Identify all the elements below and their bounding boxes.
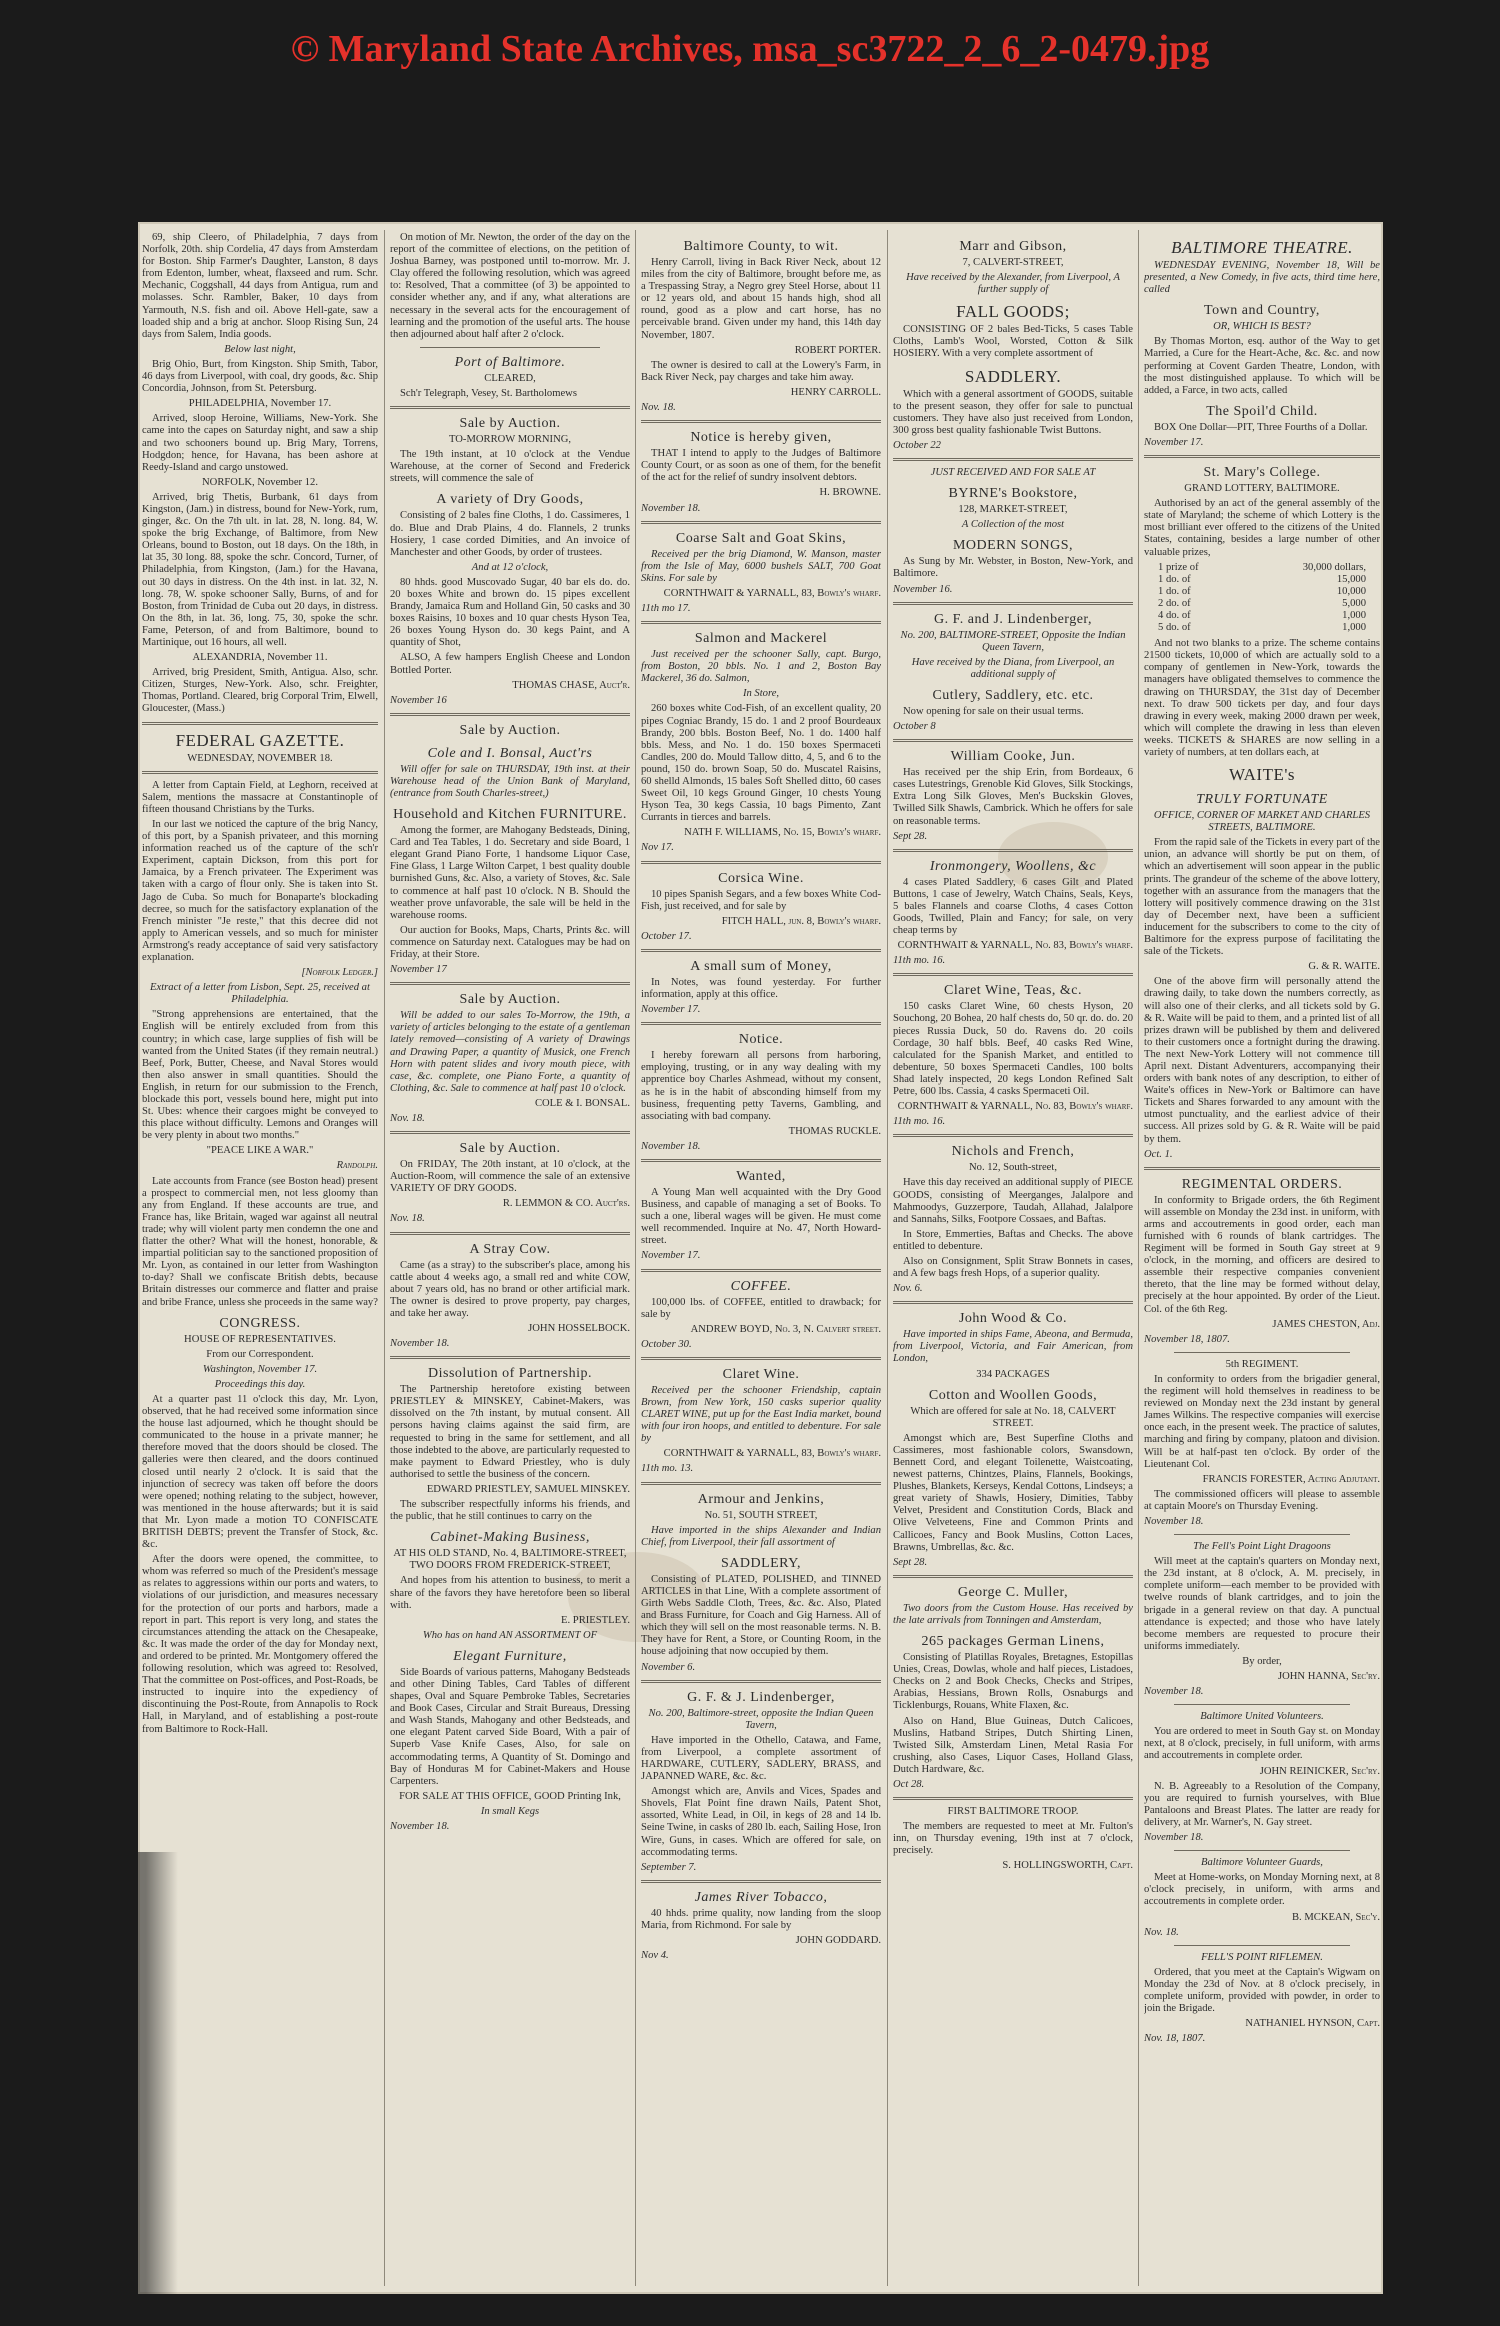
lindenberger-heading: G. F. & J. Lindenberger, [687, 1689, 835, 1705]
sale3-date: Nov. 18. [390, 1112, 425, 1124]
sale1-also: ALSO, A few hampers English Cheese and London Bottled Porter. [390, 652, 630, 676]
prize-label: 1 do. of [1158, 573, 1191, 585]
extract-heading: Extract of a letter from Lisbon, Sept. 25, received at Philadelphia. [150, 982, 370, 1006]
letter-text: A letter from Captain Field, at Leghorn, received at Salem, mentions the massacre at Constantinople of fifteen thousand Christians by the Turks. [142, 779, 378, 815]
sale1-text: The 19th instant, at 10 o'clock at the Vendue Warehouse, at the corner of Second and Frederick streets, will commence the sale of [390, 449, 630, 485]
guards-text: Meet at Home-works, on Monday Morning next, at 8 o'clock precisely, in uniform, with arms and accoutrements in complete order. [1144, 1872, 1380, 1908]
divider [893, 1575, 1133, 1578]
marr-text: Have received by the Alexander, from Liverpool, A further supply of [906, 272, 1120, 296]
town-text: By Thomas Morton, esq. author of the Way to get Married, a Cure for the Heart-Ache, &c. &c. and now performing at Covent Garden Theatre, London, with the most distinguished applause. To which will be added, a Farce, in two acts, called [1144, 336, 1380, 396]
divider [420, 347, 600, 348]
divider [1144, 1167, 1380, 1170]
sale4-text: On FRIDAY, The 20th instant, at 10 o'clock, at the Auction-Room, will commence the sale of an extensive VARIETY OF DRY GOODS. [390, 1159, 630, 1195]
riflemen-text: Ordered, that you meet at the Captain's Wigwam on Monday the 23d of Nov. at 8 o'clock precisely, in complete uniform, provided with powder, in order to join the Brigade. [1144, 1966, 1380, 2015]
stray-text: Came (as a stray) to the subscriber's place, among his cattle about 4 weeks ago, a small red and white COW, about 7 years old, has no brand or other artificial mark. The owner is desired to prove property, pay charges, and take her away. [390, 1259, 630, 1319]
claret-text: Received per the schooner Friendship, captain Brown, from New York, 150 casks superior quality CLARET WINE, put up for the East India market, bound with four iron hoops, and entitled to debenture. For sale by [641, 1384, 881, 1445]
sale1-list2: 80 hhds. good Muscovado Sugar, 40 bar els do. do. 20 boxes White and brown do. 15 pipes excellent Brandy, Jamaica Rum and Holland Gin, 50 casks and 30 boxes Raisins, 10 boxes and 10 quar chests Hyson Tea, 26 boxes Young Hyson do. 30 kegs Paint, and A quantity of Shot, [390, 576, 630, 649]
extract-text: "Strong apprehensions are entertained, that the English will be entirely excluded from from this country; in which case, large supplies of fish will be wanted from the United States (if they remain neutral.) Beef, Pork, Butter, Cheese, and Naval Stores would then also answer in small quantities. Should the English, in return for our submission to the French, blockade this port, vessels bound here, might put into St. Ubes: whence their cargoes might be conveyed to this place without difficulty. Lemons and Oranges will be very plenty in about two months." [142, 1009, 378, 1142]
claret2-date: 11th mo. 16. [893, 1116, 946, 1128]
divider [893, 1797, 1133, 1800]
fifth-text: In conformity to orders from the brigadier general, the regiment will hold themselves in readiness to be reviewed on Monday next the 23d instant by general James Wilkins. The respective companies will exercise once each, in the present week. The practice of salutes, marching and firing by company, platoon and division. Will be at half-past ten o'clock. By order of the Lieutenant Col. [1144, 1373, 1380, 1470]
prize-table [1158, 562, 1366, 635]
prize-row [1158, 562, 1366, 574]
furniture-list: Side Boards of various patterns, Mahogany Bedsteads and other Dining Tables, Card Tables of different shapes, Oval and Square Pembroke Tables, Secretaries and Book Cases, Circular and Strait Bureaus, Dressing and Wash Stands, Mahogany and other Bedsteads, and one elegant Patent carved Side Board, With a pair of Superb Vase Knife Cases, Also, for sale on accommodating terms, A Quantity of St. Domingo and Bay of Honduras M for Cabinet-Makers and House Carpenters. [390, 1666, 630, 1787]
ironmongery-date: 11th mo. 16. [893, 955, 946, 967]
wood-goods: Cotton and Woollen Goods, [928, 1387, 1098, 1403]
gazette-title: FEDERAL GAZETTE. [175, 730, 345, 750]
cabinet-signature: E. PRIESTLEY. [561, 1614, 630, 1626]
norfolk-text: Arrived, brig Thetis, Burbank, 61 days from Kingston, (Jam.) in distress, bound for New-York, rum, ginger, &c. On the 7th ult. in lat. 28, N. long. 84, W. spoke the brig Exchange, of Baltimore, from New Orleans, bound to Boston, out 18 days. On the 18th, in lat 35, 30 long. 88, spoke the schr. Concord, Turner, of Philadelphia, from Kingston, (Jam.) for the Havana, out 30 days in distress. On the 4th inst. in lat. 32, N. long. 78, W. spoke schooner Sally, Burns, of and for Boston, from Trinidad de Cuba out 20 days, in distress. On the 8th, in lat. 36, long. 75, 30, spoke the schr. Fame, Peterson, of and from Baltimore, bound to Martinique, out 16 hours, all well. [142, 491, 378, 648]
below-text: Brig Ohio, Burt, from Kingston. Ship Smith, Tabor, 46 days from Liverpool, with coal, dry goods, &c. Ship Concordia, Johnson, from St. Petersburg. [142, 358, 378, 395]
lindenberger2-heading: G. F. and J. Lindenberger, [933, 611, 1093, 627]
divider [641, 1357, 881, 1360]
prize-label: 4 do. of [1158, 609, 1191, 621]
lindenberger2-address: No. 200, BALTIMORE-STREET, Opposite the Indian Queen Tavern, [900, 629, 1126, 653]
corsica-text: 10 pipes Spanish Segars, and a few boxes White Cod-Fish, just received, and for sale by [641, 888, 881, 912]
claret-date: 11th mo. 13. [641, 1463, 694, 1475]
byrne-text: A Collection of the most [961, 519, 1065, 531]
salmon-store: In Store, [742, 688, 780, 700]
sale4-heading: Sale by Auction. [459, 1141, 561, 1157]
waites-signature: G. & R. WAITE. [1308, 961, 1380, 973]
town-subtitle: OR, WHICH IS BEST? [1213, 321, 1311, 333]
theatre-text: WEDNESDAY EVENING, November 18, Will be presented, a New Comedy, in five acts, third time here, called [1144, 260, 1380, 296]
norfolk-heading: NORFOLK, November 12. [202, 476, 318, 488]
tobacco-heading: James River Tobacco, [694, 1889, 828, 1905]
peace-attribution: Randolph. [336, 1160, 378, 1172]
prize-label: 5 do. of [1158, 622, 1191, 634]
nichols-address: No. 12, South-street, [969, 1162, 1057, 1174]
box-date: November 17. [1144, 436, 1204, 448]
column-5 [1144, 232, 1380, 2284]
fifth-text-2: The commissioned officers will please to assemble at captain Moore's on Thursday Evening. [1144, 1488, 1380, 1512]
divider [142, 722, 378, 725]
volunteers-signature: JOHN REINICKER, Sec'ry. [1259, 1765, 1380, 1777]
coffee-heading: COFFEE. [730, 1278, 792, 1294]
divider [893, 739, 1133, 742]
fall-goods-list: CONSISTING OF 2 bales Bed-Ticks, 5 cases Table Cloths, Lamb's Wool, Worsted, Cotton & Silk HOSIERY. With a very complete assortment of [893, 324, 1133, 360]
dragoons-signature: JOHN HANNA, Sec'ry. [1277, 1671, 1380, 1682]
waites-heading: WAITE's [1228, 765, 1296, 785]
riflemen-heading: FELL'S POINT RIFLEMEN. [1201, 1951, 1323, 1963]
peace-text: Late accounts from France (see Boston head) present a prospect to commercial men, not less gloomy than any from England. If these accounts are true, and France has, like Britain, waged war against all neutral trade; why will violent party men condemn the one and flatter the other? What will the honest, honorable, & impartial politician say to the sanctioned proposition of Mr. Lyon, as contained in our letter from Washington to-day? Shall we confiscate British debts, because Britain distresses our commerce and flatter and praise and bribe France, unless she proceeds in the same way? [142, 1175, 378, 1308]
divider [641, 621, 881, 624]
prize-value: 1,000 [1342, 609, 1366, 621]
cabinet-address: AT HIS OLD STAND, No. 4, BALTIMORE-STREET, TWO DOORS FROM FREDERICK-STREET, [393, 1548, 627, 1572]
county-signature: ROBERT PORTER. [794, 344, 881, 356]
sale1-date: November 16 [390, 694, 447, 706]
divider [1174, 1534, 1350, 1535]
ironmongery-list: 4 cases Plated Saddlery, 6 cases Gilt and Plated Buttons, 1 case of Jewelry, Watch Chains, Seals, Keys, 5 bales Flannels and coarse Cloths, 4 cases Cotton Goods, Twilled, Plain and Fancy; for sale, on very cheap terms by [893, 876, 1133, 937]
lindenberger-address: No. 200, Baltimore-street, opposite the Indian Queen Tavern, [648, 1707, 874, 1731]
cutlery-date: October 8 [893, 721, 936, 733]
column-rule [887, 230, 888, 2286]
county-text: Henry Carroll, living in Back River Neck, about 12 miles from the city of Baltimore, brought before me, as a Trespassing Stray, a Negro grey Steel Horse, about 11 or 12 years old, and about 15 hands high, shod all round, good as a plow and cart horse, has no perceivable brand. Given under my hand, this 14th day November, 1807. [641, 257, 881, 341]
sale1-list: Consisting of 2 bales fine Cloths, 1 do. Cassimeres, 1 do. Blue and Drab Plains, 4 do. Flannels, 2 trunks Hosiery, 1 case corded Dimities, and An invoice of Manchester and other Goods, by order of trustees. [390, 510, 630, 558]
sale1-goods: A variety of Dry Goods, [436, 492, 584, 508]
notice-signature: H. BROWNE. [819, 487, 881, 499]
sale4-signature: R. LEMMON & CO. Auct'rs. [502, 1198, 630, 1210]
sale3-text: Will be added to our sales To-Morrow, the 19th, a variety of articles belonging to the estate of a gentleman lately removed—consisting of A variety of Drawings and Drawing Paper, a quantity of Musick, one French Horn with patent slides and ivory mouth piece, with case, &c. complete, one Piano Forte, a quantity of Clothing, &c. Sale to commence at half past 10 o'clock. [390, 1010, 630, 1094]
county-heading: Baltimore County, to wit. [683, 239, 839, 254]
armour-text: Have imported in the ships Alexander and Indian Chief, from Liverpool, their fall assortment of [641, 1524, 881, 1548]
cooke-heading: William Cooke, Jun. [950, 749, 1076, 765]
office-notice: FOR SALE AT THIS OFFICE, GOOD Printing Ink, [399, 1790, 621, 1802]
waites-text-2: One of the above firm will personally attend the drawing daily, to take down the numbers correctly, as will also one of their clerks, and all tickets sold by G. & R. Waite will be paid to them, and a printed list of all prizes drawn will be published by them and delivered to their customers once a fortnight during the drawing. The next New-York Lottery will not commence till April next. Distant Adventurers, accompanying their orders with bank notes of any description, to either of Waite's offices in New-York or Baltimore can have Tickets and Shares forwarded to any amount with the utmost punctuality, and the earliest advice of their success. All prizes sold by G. & R. Waite will be paid by them. [1144, 976, 1380, 1145]
dragoons-heading: The Fell's Point Light Dragoons [1193, 1541, 1331, 1553]
wanted-date: November 17. [641, 1250, 701, 1262]
divider [390, 1131, 630, 1134]
prize-value: 5,000 [1342, 597, 1366, 609]
fifth-heading: 5th REGIMENT. [1225, 1358, 1299, 1370]
house-heading: HOUSE OF REPRESENTATIVES. [184, 1333, 336, 1345]
divider [641, 1680, 881, 1683]
saddlery-heading: SADDLERY. [964, 366, 1062, 386]
lindenberger-text: Have imported in the Othello, Catawa, and Fame, from Liverpool, a complete assortment of HARDWARE, CUTLERY, SADLERY, BRASS, and JAPANNED WARE, &c. &c. [641, 1734, 881, 1783]
office-address: OFFICE, CORNER OF MARKET AND CHARLES STREETS, BALTIMORE. [1153, 810, 1371, 834]
fifth-signature: FRANCIS FORESTER, Acting Adjutant. [1202, 1473, 1380, 1485]
muller-heading: George C. Muller, [957, 1584, 1069, 1600]
notice-text: THAT I intend to apply to the Judges of Baltimore County Court, or as soon as one of them, for the benefit of the act for the relief of sundry insolvent debtors. [641, 448, 881, 484]
prize-row [1158, 586, 1366, 598]
muller-packages: 265 packages German Linens, [921, 1634, 1105, 1650]
divider [893, 1301, 1133, 1304]
column-rule [1138, 230, 1139, 2286]
notice-heading: Notice is hereby given, [690, 430, 832, 446]
armour-heading: Armour and Jenkins, [697, 1491, 825, 1507]
divider [641, 1159, 881, 1162]
theatre-heading: BALTIMORE THEATRE. [1171, 238, 1353, 257]
lindenberger2-text: Have received by the Diana, from Liverpool, an additional supply of [911, 656, 1115, 680]
philadelphia-heading: PHILADELPHIA, November 17. [188, 398, 332, 410]
sale4-date: Nov. 18. [390, 1213, 425, 1225]
ironmongery-heading: Ironmongery, Woollens, &c [929, 858, 1097, 874]
wanted-heading: Wanted, [736, 1168, 786, 1184]
saddlery-date: November 6. [641, 1661, 696, 1673]
divider [641, 861, 881, 864]
divider [142, 771, 378, 774]
newspaper-page [138, 222, 1383, 2294]
column-3 [641, 232, 881, 2284]
nichols-consignment: Also on Consignment, Split Straw Bonnets in cases, and A few bags fresh Hops, of a superior quality. [893, 1255, 1133, 1280]
dissolution-heading: Dissolution of Partnership. [428, 1366, 592, 1382]
marr-heading: Marr and Gibson, [959, 239, 1067, 254]
county-date: Nov. 18. [641, 402, 676, 414]
prize-label: 1 do. of [1158, 585, 1191, 597]
salmon-heading: Salmon and Mackerel [694, 631, 828, 647]
notice2-heading: Notice. [738, 1032, 784, 1048]
claret2-list: 150 casks Claret Wine, 60 chests Hyson, 20 Souchong, 20 Bohea, 20 half chests do, 50 qr. do. do. 20 pieces Russia Duck, 50 do. Ravens do. 20 coils Cordage, 30 half bbls. Beef, 40 casks Red Wine, calculated for the Spanish Market, and entitled to debenture, 50 boxes Spermaceti Candles, 100 bolts Shad lately inspected, 20 kegs London Refined Salt Petre, 600 lbs. Cassia, 4 casks Spermaceti Oil. [893, 1001, 1133, 1098]
divider [1174, 1850, 1350, 1851]
prize-row [1158, 598, 1366, 610]
fall-goods-heading: FALL GOODS; [956, 302, 1070, 322]
corsica-heading: Corsica Wine. [718, 870, 804, 886]
prize-label: 1 prize of [1158, 561, 1199, 573]
prize-value: 15,000 [1336, 573, 1366, 585]
sale2-heading: Sale by Auction. [459, 722, 561, 738]
column-2 [390, 232, 630, 2284]
below-heading: Below last night, [224, 343, 296, 355]
column-1 [142, 232, 378, 2284]
cleared-ship [390, 388, 630, 400]
dissolution-text: The Partnership heretofore existing between PRIESTLEY & MINSKEY, Cabinet-Makers, was dissolved on the 7th instant, by mutual consent. All persons having claims against the said firm, are requested to bring in the same for settlement, and all those indebted to the above, are particularly requested to make payment to Edward Priestley, who is duly authorised to settle the business of the concern. [390, 1384, 630, 1480]
saddlery-text: Which with a general assortment of GOODS, suitable to the present season, they offer for sale to punctual customers. They have also just received from London, 300 gross best quality fashionable Twist Buttons. [893, 388, 1133, 436]
riflemen-date: Nov. 18, 1807. [1144, 2033, 1206, 2045]
salt-date: 11th mo 17. [641, 602, 691, 614]
town-heading: Town and Country, [1204, 303, 1320, 319]
nichols-text: Have this day received an additional supply of PIECE GOODS, consisting of Meerganges, Jalalpore and Mahmoodys, Guzzerpore, Taudah, Allahad, Jalalpore and Sannahs, Silks, Footpore Cossaes, and Baftas. [893, 1177, 1133, 1225]
guards-heading: Baltimore Volunteer Guards, [1201, 1857, 1323, 1869]
divider [390, 1356, 630, 1359]
stray-heading: A Stray Cow. [469, 1241, 551, 1257]
muller-text: Two doors from the Custom House. Has received by the late arrivals from Tonningen and Amsterdam, [893, 1602, 1133, 1626]
salmon-date: Nov 17. [641, 842, 674, 854]
divider [1174, 1704, 1350, 1705]
tobacco-text: 40 hhds. prime quality, now landing from the sloop Maria, from Richmond. For sale by [641, 1907, 881, 1931]
fifth-date: November 18. [1144, 1515, 1204, 1527]
salmon-text: Just received per the schooner Sally, capt. Burgo, from Boston, 20 bbls. No. 1 and 2, Boston Bay Mackerel, 36 do. Salmon, [641, 649, 881, 685]
divider [390, 982, 630, 985]
notice2-date: November 18. [641, 1140, 701, 1152]
salt-heading: Coarse Salt and Goat Skins, [675, 530, 847, 546]
regimental-date: November 18, 1807. [1144, 1333, 1230, 1345]
wood-heading: John Wood & Co. [958, 1311, 1067, 1327]
waites-date: Oct. 1. [1144, 1148, 1173, 1160]
troop-signature: S. HOLLINGSWORTH, Capt. [1002, 1860, 1133, 1872]
byrne-heading: BYRNE's Bookstore, [948, 486, 1078, 502]
office-notice-2: In small Kegs [480, 1805, 540, 1817]
after-text: After the doors were opened, the committee, to whom was referred so much of the President's message as relates to aggressions within our ports and waters, to violations of our jurisdiction, and measures necessary for the protection of our ports and harbors, made a report in part. This report is very long, and states the circumstances attending the attack on the Chesapeake, &c. It was made the order of the day for Monday next, and ordered to be printed. Mr. Montgomery offered the following resolution, which was agreed to: Resolved, That the committee on Post-offices, and Post-Roads, be instructed to inquire into the expediency of discontinuing the Post-Route, from Annapolis to Rock Hall, in Maryland, and of establishing a post-route from Baltimore to Rock-Hall. [142, 1554, 378, 1735]
philadelphia-text: Arrived, sloop Heroine, Williams, New-York. She came into the capes on Saturday night, and saw a ship and two schooners bound up. Brig Mary, Torrens, Hodgdon; hence, for Havana, has been ashore at Reedy-Island and cargo unstowed. [142, 413, 378, 473]
wanted-text: A Young Man well acquainted with the Dry Good Business, and capable of managing a set of Books. To such a one, liberal wages will be given. He must come well recommended. Inquire at No. 47, North Howard-street. [641, 1186, 881, 1247]
prize-row [1158, 622, 1366, 634]
divider [893, 458, 1133, 461]
wood-list: Amongst which are, Best Superfine Cloths and Cassimeres, most fashionable colors, Swansdown, Bennett Cord, and elegant Toilenette, Waistcoating, newest patterns, Chintzes, Plains, Flannels, Bookings, Plushes, Blankets, Kerseys, Kendal Cottons, Lindseys; a great variety of Shawls, Hosiery, Dimities, Tabby Velvet, President and Constitution Cords, Black and Olive Velveteens, Fine and Common Prints and Callicoes, Fancy and Book Muslins, Cotton Laces, Brawns, Umbrellas, &c. &c. [893, 1432, 1133, 1553]
office-date: November 18. [390, 1821, 450, 1832]
cutlery-text: Now opening for sale on their usual terms. [903, 705, 1084, 717]
prize-value: 30,000 dollars, [1302, 561, 1366, 573]
cooke-date: Sept 28. [893, 830, 928, 842]
stray-date: November 18. [390, 1338, 450, 1350]
tobacco-date: Nov 4. [641, 1950, 669, 1962]
divider [641, 1482, 881, 1485]
regimental-signature: JAMES CHESTON, Adj. [1272, 1318, 1380, 1330]
sale2-list: Among the former, are Mahogany Bedsteads, Dining, Card and Tea Tables, 1 do. Secretary and side Board, 1 elegant Grand Piano Forte, 1 handsome Liquor Case, Fine Glass, 1 Large Wilton Carpet, 1 best quality double burnished Guns, &c. Also, a variety of Stoves, &c. Sale to commence at half past 10 o'clock. N B. Should the weather prove unfavorable, the sale will be held in the warehouse rooms. [390, 825, 630, 921]
claret-heading: Claret Wine. [722, 1366, 800, 1382]
troop-text: The members are requested to meet at Mr. Fulton's inn, on Thursday evening, 19th inst at 7 o'clock, precisely. [893, 1821, 1133, 1857]
capture-text: In our last we noticed the capture of the brig Nancy, of this port, by a Spanish privateer, and this morning information reached us of the capture of the sch'r Experiment, captain Dickson, from this port for Jamaica, by a French privateer. The Experiment was taken with a cargo of flour only. She is taken into St. Jago de Cuba. So much for Bonaparte's blockading decree, so much for the satisfactory explanation of the French minister "Je reste," that this decree did not apply to American vessels, and so much for minister Armstrong's ready acceptance of said very satisfactory explanation. [142, 818, 378, 963]
prize-value: 1,000 [1342, 622, 1366, 634]
ship-news: 69, ship Cleero, of Philadelphia, 7 days from Norfolk, 20th. ship Cordelia, 47 days from Amsterdam for Boston. Ship Farmer's Daughter, Lanston, 8 days from Edenton, lumber, wheat, flaxseed and rum. Schr. Mechanic, Coggshall, 44 days from Antigua, rum and molasses. Schr. Rambler, Baker, 10 days from Yarmouth, N.S. fish and oil. Above Hell-gate, saw a loaded ship and a brig at anchor. Sloop Rising Sun, 24 days from Salem, India goods. [142, 232, 378, 340]
divider [390, 1232, 630, 1235]
claret-signature: CORNTHWAIT & YARNALL, 83, Bowly's wharf. [663, 1448, 881, 1460]
dissolution-text2: The subscriber respectfully informs his friends, and the public, that he still continues to carry on the [390, 1499, 630, 1523]
sale1-heading: Sale by Auction. [459, 416, 561, 432]
lottery-heading: GRAND LOTTERY, BALTIMORE. [1184, 483, 1340, 495]
prize-row [1158, 610, 1366, 622]
lindenberger-date: September 7. [641, 1861, 697, 1873]
salt-text: Received per the brig Diamond, W. Manson, master from the Isle of May, 6000 bushels SALT, 700 Goat Skins. For sale by [641, 548, 881, 584]
guards-signature: B. MCKEAN, Sec'y. [1291, 1911, 1380, 1923]
motion-text: On motion of Mr. Newton, the order of the day on the report of the committee of elections, on the petition of Joshua Barney, was postponed until to-morrow. Mr. J. Clay offered the following resolution, which was agreed to: Resolved, That a committee (of 3) be appointed to consider whether any, and if any, what alterations are necessary in the several acts for the encouragement of learning and the promotion of the useful arts. The house then adjourned about half after 2 o'clock. [390, 232, 630, 340]
column-rule [635, 230, 636, 2286]
alexandria-text: Arrived, brig President, Smith, Antigua. Also, schr. Citizen, Sturges, New-York. Also, schr. Freighter, Thomas, Portland. Cleared, brig Corporal Trim, Elwell, Gloucester, (Mass.) [142, 667, 378, 715]
volunteers-date: November 18. [1144, 1832, 1204, 1844]
fortunate-heading: TRULY FORTUNATE [1196, 792, 1328, 808]
congress-heading: CONGRESS. [219, 1315, 301, 1331]
prize-label: 2 do. of [1158, 597, 1191, 609]
notice2-signature: THOMAS RUCKLE. [788, 1125, 881, 1137]
armour-address: No. 51, SOUTH STREET, [704, 1509, 818, 1521]
cabinet-has: Who has on hand AN ASSORTMENT OF [422, 1629, 598, 1641]
salt-signature: CORNTHWAIT & YARNALL, 83, Bowly's wharf. [663, 587, 881, 599]
correspondent: From our Correspondent. [206, 1348, 314, 1360]
money-date: November 17. [641, 1004, 701, 1016]
lottery-text: Authorised by an act of the general assembly of the state of Maryland; the scheme of which Lottery is the most brilliant ever offered to the citizens of the United States, containing, besides a large number of other valuable prizes, [1144, 498, 1380, 558]
box-prices: BOX One Dollar—PIT, Three Fourths of a Dollar. [1154, 421, 1368, 433]
washington-date: Washington, November 17. [202, 1363, 318, 1375]
riflemen-signature: NATHANIEL HYNSON, Capt. [1245, 2018, 1380, 2030]
claret2-signature: CORNTHWAIT & YARNALL, No. 83, Bowly's wharf. [897, 1101, 1133, 1113]
money-heading: A small sum of Money, [690, 958, 832, 974]
sale2-date: November 17 [390, 964, 447, 976]
sale3-signature: COLE & I. BONSAL. [534, 1097, 630, 1109]
divider [1174, 1945, 1350, 1946]
county-text2: The owner is desired to call at the Lowery's Farm, in Back River Neck, pay charges and take him away. [641, 359, 881, 383]
divider [641, 1022, 881, 1025]
lindenberger-list: Amongst which are, Anvils and Vices, Spades and Shovels, Flat Point fine drawn Nails, Patent Shot, assorted, White Lead, in Oil, in kegs of 28 and 14 lb. Seine Twine, in casks of 280 lb. each, Sailing Hose, Iron Wire, Guns, in cases. Which are offered for sale, on accommodating terms. [641, 1786, 881, 1858]
byrne-address: 128, MARKET-STREET, [958, 504, 1068, 516]
volunteers-text-2: N. B. Agreeably to a Resolution of the Company, you are required to furnish yourselves, with Blue Pantaloons and Breast Plates. The latter are ready for delivery, at Mr. Warner's, N. Gay street. [1144, 1780, 1380, 1828]
waites-text: From the rapid sale of the Tickets in every part of the union, an advance will shortly be put on them, of which an advertisement will soon appear in the public prints. The grandeur of the scheme of the above lottery, together with an assurance from the managers that the lottery will positively commence drawing on the 31st day of December next, have been a sufficient inducement for the subscribers to come to the city of Baltimore for the express purpose of facilitating the sale of the Tickets. [1144, 837, 1380, 958]
sale2-text: Will offer for sale on THURSDAY, 19th inst. at their Warehouse head of the Union Bank of Maryland, (entrance from South Charles-street,) [390, 763, 630, 799]
peace-heading: "PEACE LIKE A WAR." [206, 1145, 314, 1157]
port-heading: Port of Baltimore. [454, 354, 566, 370]
sale2-note: Our auction for Books, Maps, Charts, Prints &c. will commence on Saturday next. Catalogues may be had on Friday, at their Store. [390, 924, 630, 961]
sale1-time: And at 12 o'clock, [471, 561, 549, 573]
furniture-heading: Elegant Furniture, [453, 1648, 567, 1664]
divider [1174, 1352, 1350, 1353]
divider [893, 1134, 1133, 1137]
wood-text: Have imported in ships Fame, Abeona, and Bermuda, from Liverpool, Victoria, and Fair American, from London, [893, 1329, 1133, 1365]
dragoons-text: Will meet at the captain's quarters on Monday next, the 23d instant, at 8 o'clock, A. M. precisely, in complete uniform—each member to be provided with twelve rounds of blank cartridges, and to join the brigade in a general review on that day. A punctual attendance is expected; and those who have lately become members are requested to procure their uniforms immediately. [1144, 1556, 1380, 1652]
alexandria-heading: ALEXANDRIA, November 11. [192, 652, 328, 664]
column-4 [893, 232, 1133, 2284]
cabinet-text: And hopes from his attention to business, to merit a share of the favors they have heretofore been so liberal with. [390, 1575, 630, 1611]
notice2-text: I hereby forewarn all persons from harboring, employing, trusting, or in any way dealing with my apprentice boy Charles Ashmead, without my consent, as he is in the habit of absconding himself from my business, frequenting petty Taverns, Gambling, and associating with bad company. [641, 1050, 881, 1122]
county-signature-2: HENRY CARROLL. [790, 386, 881, 398]
divider [641, 949, 881, 952]
gazette-date: WEDNESDAY, NOVEMBER 18. [187, 752, 333, 764]
dragoons-date: November 18. [1144, 1686, 1204, 1698]
divider [893, 973, 1133, 976]
notice-date: November 18. [641, 502, 701, 514]
cabinet-heading: Cabinet-Making Business, [430, 1530, 590, 1546]
divider [893, 602, 1133, 605]
songs-heading: MODERN SONGS, [952, 538, 1074, 554]
divider [641, 420, 881, 423]
tobacco-signature: JOHN GODDARD. [795, 1935, 881, 1946]
regimental-text: In conformity to Brigade orders, the 6th Regiment will assemble on Monday the 23d inst. in uniform, with arms and accoutrements in good order, each man furnished with 6 rounds of blank cartridges. The Regiment will be formed in South Gay street at 9 o'clock, in the morning, and officers are desired to assemble their respective companies convenient thereto, that the line may be formed without delay, precisely at the hour appointed. By order of the Lieut. Col. of the 6th Reg. [1144, 1194, 1380, 1315]
nichols-date: Nov. 6. [893, 1283, 923, 1295]
wood-address: Which are offered for sale at No. 18, CALVERT STREET. [910, 1405, 1116, 1429]
muller-list: Consisting of Platillas Royales, Bretagnes, Estopillas Unies, Creas, Dowlas, whole and half pieces, Listadoes, Checks on 2 and Book Checks, Checks and Stripes, Arabias, Hessians, Brown Rolls, Osnaburgs and Ticklenburgs, Rouans, White Flaxen, &c. [893, 1652, 1133, 1712]
column-rule [384, 230, 385, 2286]
regimental-heading: REGIMENTAL ORDERS. [1181, 1176, 1343, 1192]
songs-date: November 16. [893, 583, 953, 595]
wood-packages: 334 PACKAGES [976, 1368, 1050, 1380]
guards-date: Nov. 18. [1144, 1926, 1179, 1938]
money-text: In Notes, was found yesterday. For further information, apply at this office. [641, 976, 881, 1001]
muller-also: Also on Hand, Blue Guineas, Dutch Calicoes, Muslins, Hatband Stripes, Dutch Shirting Linen, Twisted Silk, Amsterdam Linen, Metal Rasia For crushing, also Cases, Liquor Cases, Holland Glass, Dutch Hardware, &c. [893, 1715, 1133, 1775]
byrne-intro: JUST RECEIVED AND FOR SALE AT [930, 467, 1096, 479]
divider [893, 849, 1133, 852]
sale1-signature: THOMAS CHASE, Auct'r. [512, 679, 630, 691]
prize-row [1158, 574, 1366, 586]
spoil-heading: The Spoil'd Child. [1206, 403, 1318, 419]
ironmongery-signature: CORNTHWAIT & YARNALL, No. 83, Bowly's wharf. [897, 940, 1133, 952]
salmon-list: 260 boxes white Cod-Fish, of an excellent quality, 20 pipes Cogniac Brandy, 15 do. 1 and 2 proof Bourdeaux Brandy, 200 bbls. Boston Beef, No. 1 do. 1400 half bbls. Mess, and No. 1 do. 150 boxes Spermaceti Candles, 200 do. Mould Tallow ditto, 4, 5, and 6 to the pound, 150 do. brown Soap, 50 do. Muscatel Raisins, 60 shelld Almonds, 15 bales Soft Shelled ditto, 60 cases Sweet Oil, 10 kegs Ground Ginger, 10 chests Young Hyson Tea, 30 kegs Cassia, 10 bags Pimento, Zant Currants in tierces and barrels. [641, 703, 881, 824]
archive-watermark: © Maryland State Archives, msa_sc3722_2_6_2-0479.jpg [290, 28, 1210, 70]
prize-value: 10,000 [1336, 585, 1366, 597]
coffee-date: October 30. [641, 1338, 692, 1350]
volunteers-text: You are ordered to meet in South Gay st. on Monday next, at 8 o'clock, precisely, in full uniform, with arms and accoutrements in complete order. [1144, 1726, 1380, 1762]
divider [390, 406, 630, 409]
cooke-text: Has received per the ship Erin, from Bordeaux, 6 cases Lutestrings, Grenoble Kid Gloves, Silk Stockings, Extra Long Silk Gloves, Men's Buckskin Gloves, Twilled Silk Shawls, Cambrick. Which he offers for sale on reasonable terms. [893, 767, 1133, 827]
nichols-heading: Nichols and French, [951, 1144, 1075, 1160]
divider [390, 713, 630, 716]
saddlery-date: October 22 [893, 439, 941, 451]
cleared-label: CLEARED, [484, 372, 536, 384]
corsica-signature: FITCH HALL, jun. 8, Bowly's wharf. [721, 915, 881, 927]
house-text: At a quarter past 11 o'clock this day, Mr. Lyon, observed, that he had received some information since the house last adjourned, which he thought should be communicated to the house in a private manner; he therefore moved that the doors should be closed. The galleries were then cleared, and the doors continued closed until nearly 2 o'clock. It is said that the injunction of secrecy was taken off before the doors were opened; nothing relating to the subject, however, was mentioned in the house afterwards; but it is said that Mr. Lyon made a motion TO CONFISCATE BRITISH DEBTS; prevent the Transfer of Stock, &c. &c. [142, 1393, 378, 1551]
ship-name: Sch'r Telegraph, Vesey, [400, 387, 499, 399]
troop-heading: FIRST BALTIMORE TROOP. [947, 1806, 1079, 1818]
proceedings: Proceedings this day. [214, 1378, 306, 1390]
cutlery-heading: Cutlery, Saddlery, etc. etc. [932, 687, 1094, 703]
stray-signature: JOHN HOSSELBOCK. [528, 1323, 630, 1334]
muller-date: Oct 28. [893, 1778, 925, 1790]
saddlery-text: Consisting of PLATED, POLISHED, and TINNED ARTICLES in that Line, With a complete assortment of Girth Webs Saddle Cloth, Trees, &c. &c. Also, Plated and Brass Furniture, for Coach and Gig Harness. All of which they will sell on the most reasonable terms. N. B. They have for Rent, a Store, or Counting Room, in the house adjoining that now occupied by them. [641, 1573, 881, 1658]
divider [641, 521, 881, 524]
capture-source: [Norfolk Ledger.] [301, 967, 378, 979]
marr-address: 7, CALVERT-STREET, [962, 257, 1064, 268]
volunteers-heading: Baltimore United Volunteers. [1200, 1711, 1324, 1723]
ship-destination: St. Bartholomews [501, 387, 577, 399]
sale1-sub: TO-MORROW MORNING, [448, 434, 572, 446]
songs-text: As Sung by Mr. Webster, in Boston, New-York, and Baltimore. [893, 556, 1133, 580]
college-heading: St. Mary's College. [1203, 465, 1321, 481]
dissolution-signature: EDWARD PRIESTLEY, SAMUEL MINSKEY. [426, 1483, 630, 1495]
divider [641, 1269, 881, 1272]
nichols-store: In Store, Emmerties, Baftas and Checks. The above entitled to debenture. [893, 1228, 1133, 1252]
dragoons-by: By order, [1242, 1655, 1282, 1667]
salmon-signature: NATH F. WILLIAMS, No. 15, Bowly's wharf. [684, 827, 881, 839]
sale2-firm: Cole and I. Bonsal, Auct'rs [427, 745, 593, 761]
coffee-text: 100,000 lbs. of COFFEE, entitled to drawback; for sale by [641, 1296, 881, 1320]
coffee-signature: ANDREW BOYD, No. 3, N. Calvert street. [690, 1323, 881, 1335]
lottery-text-2: And not two blanks to a prize. The scheme contains 21500 tickets, 10,000 of which are actually sold to a company of gentlemen in New-York, towards the managers have obligated themselves to commence the drawing on THURSDAY, the 31st day of December next. To draw 500 tickets per day, and four days drawing in every week, making 2000 drawn per week, which will complete the drawing in less than eleven weeks. TICKETS & SHARES are now selling in a variety of numbers, at ten dollars each, at [1144, 638, 1380, 758]
sale2-goods: Household and Kitchen FURNITURE. [393, 807, 627, 823]
divider [1144, 455, 1380, 458]
divider [641, 1880, 881, 1883]
sale3-heading: Sale by Auction. [459, 992, 561, 1008]
saddlery-heading: SADDLERY, [720, 1555, 802, 1571]
corsica-date: October 17. [641, 930, 692, 942]
wood-date: Sept 28. [893, 1556, 928, 1568]
claret2-heading: Claret Wine, Teas, &c. [943, 983, 1082, 999]
